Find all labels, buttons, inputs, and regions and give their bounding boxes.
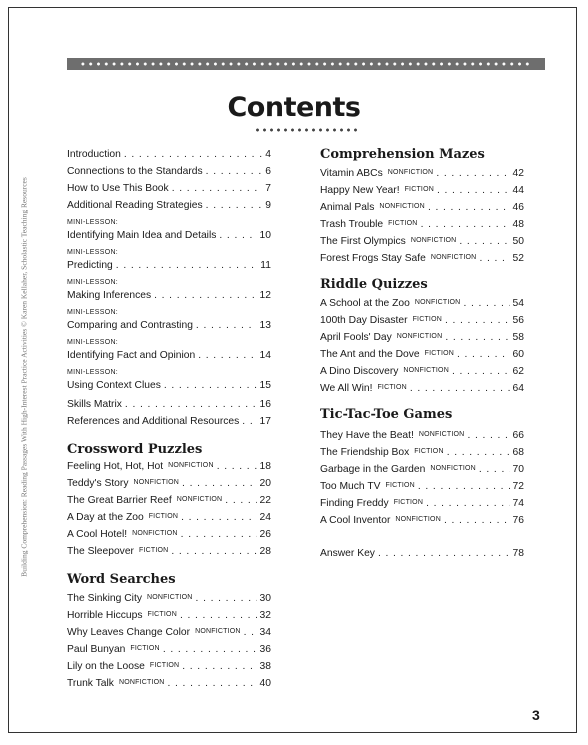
entry-page: 56 bbox=[512, 315, 524, 326]
entry-title: Skills Matrix bbox=[67, 399, 122, 410]
entry-title: Connections to the Standards bbox=[67, 166, 203, 177]
genre-tag: NONFICTION bbox=[395, 516, 441, 523]
mini-lesson-label: MINI-LESSON: bbox=[67, 369, 119, 376]
entry-page: 15 bbox=[259, 380, 271, 391]
entry-title: Horrible Hiccups bbox=[67, 610, 143, 621]
dot-leader bbox=[459, 237, 509, 248]
entry-page: 7 bbox=[265, 183, 271, 194]
toc-entry[interactable] bbox=[320, 296, 524, 310]
toc-entry[interactable] bbox=[320, 347, 524, 361]
toc-entry[interactable] bbox=[320, 445, 524, 459]
entry-title: Making Inferences bbox=[67, 290, 152, 301]
dot-leader bbox=[421, 220, 510, 231]
entry-page: 60 bbox=[512, 349, 524, 360]
toc-entry[interactable] bbox=[67, 415, 271, 428]
genre-tag: FICTION bbox=[130, 645, 160, 652]
page-number: 3 bbox=[532, 707, 540, 723]
toc-entry[interactable] bbox=[320, 166, 524, 180]
dot-leader bbox=[467, 431, 509, 442]
dot-leader bbox=[182, 662, 256, 673]
dot-leader bbox=[154, 291, 256, 302]
dot-leader bbox=[479, 254, 509, 265]
entry-title: Garbage in the Garden bbox=[320, 464, 426, 475]
entry-page: 13 bbox=[259, 320, 271, 331]
dot-leader bbox=[125, 400, 257, 411]
genre-tag: NONFICTION bbox=[418, 431, 465, 438]
dot-leader bbox=[182, 479, 256, 490]
dot-leader bbox=[242, 417, 256, 428]
toc-entry[interactable] bbox=[67, 642, 271, 656]
genre-tag: NONFICTION bbox=[430, 254, 477, 261]
dot-leader bbox=[447, 448, 510, 459]
dot-leader bbox=[116, 261, 258, 272]
dot-leader bbox=[124, 150, 262, 161]
section-heading-crossword: Crossword Puzzles bbox=[67, 442, 203, 457]
toc-entry[interactable] bbox=[320, 513, 524, 527]
section-heading-riddles: Riddle Quizzes bbox=[320, 277, 428, 292]
toc-entry[interactable] bbox=[67, 510, 271, 524]
dot-leader bbox=[171, 547, 256, 558]
entry-page: 68 bbox=[512, 447, 524, 458]
toc-entry[interactable] bbox=[67, 165, 271, 178]
entry-title: Identifying Main Idea and Details bbox=[67, 230, 217, 241]
genre-tag: NONFICTION bbox=[430, 465, 476, 472]
genre-tag: FICTION bbox=[149, 662, 180, 669]
mini-lesson-label: MINI-LESSON: bbox=[67, 279, 119, 286]
genre-tag: NONFICTION bbox=[414, 299, 461, 306]
dot-leader bbox=[244, 628, 257, 639]
genre-tag: NONFICTION bbox=[146, 594, 193, 601]
entry-page: 62 bbox=[512, 366, 524, 377]
dot-leader bbox=[196, 321, 257, 332]
entry-title: A Dino Discovery bbox=[320, 366, 399, 377]
dot-leader bbox=[172, 184, 263, 195]
genre-tag: NONFICTION bbox=[387, 169, 434, 176]
genre-tag: NONFICTION bbox=[132, 530, 178, 537]
entry-page: 54 bbox=[512, 298, 524, 309]
entry-title: Paul Bunyan bbox=[67, 644, 126, 655]
entry-page: 16 bbox=[259, 399, 271, 410]
toc-entry[interactable] bbox=[320, 313, 524, 327]
entry-page: 6 bbox=[265, 166, 271, 177]
genre-tag: NONFICTION bbox=[195, 628, 241, 635]
entry-title: Introduction bbox=[67, 149, 121, 160]
entry-title: How to Use This Book bbox=[67, 183, 169, 194]
entry-title: Identifying Fact and Opinion bbox=[67, 350, 196, 361]
entry-page: 36 bbox=[259, 644, 271, 655]
toc-entry[interactable] bbox=[67, 148, 271, 161]
mini-lesson-label: MINI-LESSON: bbox=[67, 219, 119, 226]
dot-leader bbox=[410, 384, 510, 395]
toc-entry[interactable] bbox=[67, 544, 271, 558]
entry-page: 4 bbox=[265, 149, 271, 160]
dot-leader bbox=[418, 482, 510, 493]
top-bar-dots bbox=[79, 62, 533, 66]
dot-leader bbox=[452, 367, 510, 378]
entry-title: 100th Day Disaster bbox=[320, 315, 408, 326]
entry-title: A School at the Zoo bbox=[320, 298, 410, 309]
entry-title: The Ant and the Dove bbox=[320, 349, 420, 360]
genre-tag: NONFICTION bbox=[410, 237, 457, 244]
entry-title: A Cool Hotel! bbox=[67, 529, 128, 540]
dot-leader bbox=[196, 594, 257, 605]
entry-title: We All Win! bbox=[320, 383, 373, 394]
toc-entry[interactable] bbox=[67, 676, 271, 690]
toc-entry[interactable] bbox=[67, 229, 271, 242]
entry-page: 22 bbox=[259, 495, 271, 506]
right-column bbox=[320, 147, 524, 567]
entry-title: They Have the Beat! bbox=[320, 430, 414, 441]
toc-entry[interactable] bbox=[67, 608, 271, 622]
toc-entry[interactable] bbox=[67, 319, 271, 332]
entry-title: A Cool Inventor bbox=[320, 515, 391, 526]
dot-leader bbox=[444, 516, 510, 527]
page-title: Contents bbox=[227, 92, 361, 123]
toc-entry[interactable] bbox=[67, 493, 271, 507]
toc-entry[interactable] bbox=[320, 462, 524, 476]
entry-title: The Sleepover bbox=[67, 546, 134, 557]
entry-page: 72 bbox=[512, 481, 524, 492]
entry-page: 14 bbox=[259, 350, 271, 361]
genre-tag: FICTION bbox=[393, 499, 424, 506]
dot-leader bbox=[437, 186, 510, 197]
toc-entry[interactable] bbox=[67, 625, 271, 639]
dot-leader bbox=[457, 350, 510, 361]
toc-entry[interactable] bbox=[320, 217, 524, 231]
genre-tag: NONFICTION bbox=[118, 679, 165, 686]
genre-tag: FICTION bbox=[404, 186, 434, 193]
mini-lesson-label: MINI-LESSON: bbox=[67, 339, 119, 346]
genre-tag: NONFICTION bbox=[168, 462, 214, 469]
decorative-top-bar bbox=[67, 58, 545, 70]
entry-page: 20 bbox=[259, 478, 271, 489]
dot-leader bbox=[168, 679, 257, 690]
entry-title: Forest Frogs Stay Safe bbox=[320, 253, 426, 264]
toc-entry[interactable] bbox=[67, 476, 271, 490]
entry-page: 58 bbox=[512, 332, 524, 343]
entry-page: 78 bbox=[512, 548, 524, 559]
entry-page: 70 bbox=[512, 464, 524, 475]
genre-tag: FICTION bbox=[424, 350, 455, 357]
genre-tag: FICTION bbox=[377, 384, 407, 391]
toc-entry[interactable] bbox=[320, 428, 524, 442]
section-heading-tic-tac-toe: Tic-Tac-Toe Games bbox=[320, 407, 453, 422]
entry-page: 18 bbox=[259, 461, 271, 472]
dot-leader bbox=[164, 381, 257, 392]
dot-leader bbox=[180, 611, 257, 622]
entry-page: 74 bbox=[512, 498, 524, 509]
genre-tag: FICTION bbox=[138, 547, 169, 554]
mini-lesson-label: MINI-LESSON: bbox=[67, 309, 119, 316]
toc-entry[interactable] bbox=[320, 183, 524, 197]
entry-title: Feeling Hot, Hot, Hot bbox=[67, 461, 164, 472]
genre-tag: NONFICTION bbox=[379, 203, 425, 210]
genre-tag: FICTION bbox=[385, 482, 415, 489]
entry-title: Teddy's Story bbox=[67, 478, 129, 489]
entry-title: Happy New Year! bbox=[320, 185, 400, 196]
entry-page: 46 bbox=[512, 202, 524, 213]
entry-title: Vitamin ABCs bbox=[320, 168, 383, 179]
dot-leader bbox=[378, 549, 510, 560]
entry-title: The Sinking City bbox=[67, 593, 142, 604]
dot-leader bbox=[463, 299, 509, 310]
dot-leader bbox=[181, 513, 256, 524]
entry-page: 52 bbox=[512, 253, 524, 264]
entry-page: 10 bbox=[259, 230, 271, 241]
entry-page: 26 bbox=[259, 529, 271, 540]
toc-entry-answer-key[interactable] bbox=[320, 547, 524, 560]
dot-leader bbox=[163, 645, 257, 656]
entry-page: 12 bbox=[259, 290, 271, 301]
dot-leader bbox=[428, 203, 510, 214]
entry-page: 34 bbox=[259, 627, 271, 638]
dot-leader bbox=[445, 316, 510, 327]
genre-tag: FICTION bbox=[412, 316, 442, 323]
entry-title: Using Context Clues bbox=[67, 380, 161, 391]
dot-leader bbox=[479, 465, 510, 476]
toc-entry[interactable] bbox=[67, 591, 271, 605]
toc-entry[interactable] bbox=[320, 234, 524, 248]
entry-page: 40 bbox=[259, 678, 271, 689]
entry-title: Comparing and Contrasting bbox=[67, 320, 193, 331]
entry-title: Lily on the Loose bbox=[67, 661, 145, 672]
entry-page: 38 bbox=[259, 661, 271, 672]
entry-title: The Friendship Box bbox=[320, 447, 410, 458]
dot-leader bbox=[206, 201, 263, 212]
genre-tag: FICTION bbox=[147, 611, 177, 618]
entry-page: 48 bbox=[512, 219, 524, 230]
toc-entry[interactable] bbox=[320, 200, 524, 214]
entry-title: April Fools' Day bbox=[320, 332, 392, 343]
title-underline-dots bbox=[254, 128, 358, 132]
genre-tag: NONFICTION bbox=[403, 367, 449, 374]
dot-leader bbox=[219, 231, 256, 242]
toc-entry[interactable] bbox=[67, 459, 271, 473]
toc-entry[interactable] bbox=[320, 479, 524, 493]
section-heading-mazes: Comprehension Mazes bbox=[320, 147, 485, 162]
dot-leader bbox=[217, 462, 257, 473]
toc-entry[interactable] bbox=[67, 349, 271, 362]
entry-page: 17 bbox=[259, 416, 271, 427]
dot-leader bbox=[181, 530, 257, 541]
entry-page: 32 bbox=[259, 610, 271, 621]
genre-tag: NONFICTION bbox=[176, 496, 223, 503]
entry-title: Why Leaves Change Color bbox=[67, 627, 191, 638]
genre-tag: NONFICTION bbox=[133, 479, 180, 486]
left-column bbox=[67, 148, 271, 698]
dot-leader bbox=[426, 499, 509, 510]
toc-entry[interactable] bbox=[320, 381, 524, 395]
genre-tag: NONFICTION bbox=[396, 333, 443, 340]
entry-title: The Great Barrier Reef bbox=[67, 495, 172, 506]
entry-title: A Day at the Zoo bbox=[67, 512, 144, 523]
toc-entry[interactable] bbox=[67, 398, 271, 411]
toc-entry[interactable] bbox=[67, 259, 271, 272]
toc-entry[interactable] bbox=[320, 496, 524, 510]
toc-entry[interactable] bbox=[67, 199, 271, 212]
genre-tag: FICTION bbox=[388, 220, 418, 227]
dot-leader bbox=[198, 351, 256, 362]
entry-title: Additional Reading Strategies bbox=[67, 200, 203, 211]
section-heading-word-searches: Word Searches bbox=[67, 572, 176, 587]
entry-title: Animal Pals bbox=[320, 202, 375, 213]
dot-leader bbox=[225, 496, 256, 507]
toc-entry[interactable] bbox=[67, 527, 271, 541]
toc-entry[interactable] bbox=[67, 289, 271, 302]
toc-entry[interactable] bbox=[67, 659, 271, 673]
entry-title: References and Additional Resources bbox=[67, 416, 240, 427]
toc-entry[interactable] bbox=[320, 251, 524, 265]
entry-page: 76 bbox=[512, 515, 524, 526]
dot-leader bbox=[206, 167, 263, 178]
entry-page: 30 bbox=[259, 593, 271, 604]
toc-entry[interactable] bbox=[320, 364, 524, 378]
copyright-sidebar bbox=[17, 176, 31, 578]
entry-page: 11 bbox=[260, 260, 271, 271]
entry-title: Finding Freddy bbox=[320, 498, 389, 509]
entry-page: 50 bbox=[512, 236, 524, 247]
entry-title: The First Olympics bbox=[320, 236, 406, 247]
entry-page: 24 bbox=[259, 512, 271, 523]
toc-entry[interactable] bbox=[67, 182, 271, 195]
entry-page: 44 bbox=[512, 185, 524, 196]
entry-page: 42 bbox=[512, 168, 524, 179]
entry-title: Too Much TV bbox=[320, 481, 381, 492]
mini-lesson-label: MINI-LESSON: bbox=[67, 249, 119, 256]
dot-leader bbox=[436, 169, 509, 180]
toc-entry[interactable] bbox=[67, 379, 271, 392]
entry-title: Trunk Talk bbox=[67, 678, 114, 689]
entry-page: 9 bbox=[265, 200, 271, 211]
entry-page: 66 bbox=[512, 430, 524, 441]
genre-tag: FICTION bbox=[148, 513, 179, 520]
dot-leader bbox=[445, 333, 509, 344]
entry-title: Answer Key bbox=[320, 548, 375, 559]
entry-title: Trash Trouble bbox=[320, 219, 384, 230]
sidebar-text: Building Comprehension: Reading Passages With High-Interest Practice Activities © Karen Kellaher, Scholastic Teaching Resources bbox=[19, 177, 29, 577]
entry-page: 64 bbox=[512, 383, 524, 394]
genre-tag: FICTION bbox=[414, 448, 444, 455]
entry-title: Predicting bbox=[67, 260, 113, 271]
entry-page: 28 bbox=[259, 546, 271, 557]
toc-entry[interactable] bbox=[320, 330, 524, 344]
